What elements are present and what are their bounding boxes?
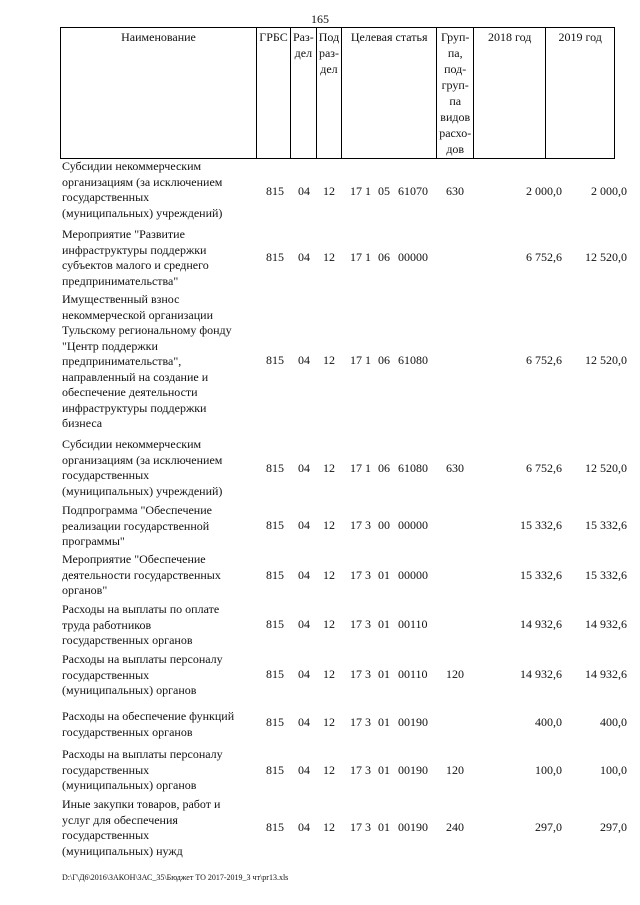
cell-2019: 15 332,6 bbox=[585, 518, 627, 532]
cell-subprogram: 3 bbox=[365, 617, 371, 631]
cell-program: 17 bbox=[350, 617, 362, 631]
cell-podrazdel: 12 bbox=[323, 568, 335, 582]
row-name: Расходы на обеспечение функций государственных органов bbox=[62, 709, 235, 739]
cell-program: 17 bbox=[350, 353, 362, 367]
cell-subprogram: 3 bbox=[365, 568, 371, 582]
header-2019: 2019 год bbox=[546, 28, 615, 159]
cell-direction: 00110 bbox=[398, 667, 428, 681]
cell-grbs: 815 bbox=[266, 617, 284, 631]
cell-2019: 2 000,0 bbox=[591, 184, 627, 198]
cell-podrazdel: 12 bbox=[323, 820, 335, 834]
header-2018: 2018 год bbox=[474, 28, 546, 159]
row-name: Расходы на выплаты персоналу государственных (муниципальных) органов bbox=[62, 747, 223, 792]
cell-main-event: 05 bbox=[378, 184, 390, 198]
page-number: 165 bbox=[311, 12, 329, 26]
cell-main-event: 01 bbox=[378, 667, 390, 681]
cell-grbs: 815 bbox=[266, 568, 284, 582]
cell-2018: 15 332,6 bbox=[520, 518, 562, 532]
cell-subprogram: 3 bbox=[365, 667, 371, 681]
row-name: Мероприятие "Развитие инфраструктуры поддержки субъектов малого и среднего предпринимательства" bbox=[62, 227, 209, 288]
cell-grbs: 815 bbox=[266, 715, 284, 729]
cell-podrazdel: 12 bbox=[323, 763, 335, 777]
cell-direction: 00000 bbox=[398, 250, 428, 264]
cell-razdel: 04 bbox=[298, 667, 310, 681]
cell-subprogram: 1 bbox=[365, 353, 371, 367]
cell-grbs: 815 bbox=[266, 461, 284, 475]
cell-program: 17 bbox=[350, 667, 362, 681]
cell-razdel: 04 bbox=[298, 820, 310, 834]
row-name: Субсидии некоммерческим организациям (за исключением государственных (муниципальных) учреждений) bbox=[62, 437, 223, 498]
cell-program: 17 bbox=[350, 763, 362, 777]
cell-subprogram: 1 bbox=[365, 461, 371, 475]
cell-2018: 297,0 bbox=[535, 820, 562, 834]
cell-2018: 15 332,6 bbox=[520, 568, 562, 582]
row-name: Субсидии некоммерческим организациям (за исключением государственных (муниципальных) учреждений) bbox=[62, 159, 223, 220]
cell-subprogram: 3 bbox=[365, 715, 371, 729]
cell-2019: 12 520,0 bbox=[585, 461, 627, 475]
cell-2019: 15 332,6 bbox=[585, 568, 627, 582]
row-name: Подпрограмма "Обеспечение реализации государственной программы" bbox=[62, 503, 212, 548]
cell-2018: 2 000,0 bbox=[526, 184, 562, 198]
row-name: Расходы на выплаты по оплате труда работников государственных органов bbox=[62, 602, 220, 647]
cell-podrazdel: 12 bbox=[323, 617, 335, 631]
row-name: Иные закупки товаров, работ и услуг для обеспечения государственных (муниципальных) нужд bbox=[62, 797, 221, 858]
cell-main-event: 06 bbox=[378, 461, 390, 475]
cell-group: 630 bbox=[446, 461, 464, 475]
cell-podrazdel: 12 bbox=[323, 461, 335, 475]
cell-razdel: 04 bbox=[298, 568, 310, 582]
cell-razdel: 04 bbox=[298, 763, 310, 777]
cell-razdel: 04 bbox=[298, 353, 310, 367]
cell-2018: 6 752,6 bbox=[526, 353, 562, 367]
cell-grbs: 815 bbox=[266, 250, 284, 264]
cell-program: 17 bbox=[350, 184, 362, 198]
cell-program: 17 bbox=[350, 715, 362, 729]
cell-razdel: 04 bbox=[298, 617, 310, 631]
header-podrazdel: Под раз- дел bbox=[316, 28, 341, 159]
header-name: Наименование bbox=[61, 28, 257, 159]
cell-program: 17 bbox=[350, 250, 362, 264]
header-group: Груп- па, под- груп- па видов расхо- дов bbox=[437, 28, 474, 159]
cell-program: 17 bbox=[350, 461, 362, 475]
cell-podrazdel: 12 bbox=[323, 667, 335, 681]
cell-podrazdel: 12 bbox=[323, 250, 335, 264]
cell-subprogram: 3 bbox=[365, 763, 371, 777]
cell-2019: 14 932,6 bbox=[585, 617, 627, 631]
cell-razdel: 04 bbox=[298, 184, 310, 198]
cell-2018: 400,0 bbox=[535, 715, 562, 729]
cell-2018: 6 752,6 bbox=[526, 461, 562, 475]
cell-2018: 14 932,6 bbox=[520, 667, 562, 681]
cell-podrazdel: 12 bbox=[323, 184, 335, 198]
row-name: Имущественный взнос некоммерческой организации Тульскому региональному фонду "Центр поддержки предпринимательства", направленный на создание и обеспечение деятельности инфраструктуры поддержки бизнеса bbox=[62, 292, 232, 430]
cell-direction: 61080 bbox=[398, 353, 428, 367]
header-razdel: Раз- дел bbox=[291, 28, 317, 159]
cell-main-event: 06 bbox=[378, 250, 390, 264]
cell-2019: 12 520,0 bbox=[585, 353, 627, 367]
cell-2019: 12 520,0 bbox=[585, 250, 627, 264]
cell-razdel: 04 bbox=[298, 250, 310, 264]
cell-main-event: 01 bbox=[378, 568, 390, 582]
cell-program: 17 bbox=[350, 518, 362, 532]
cell-direction: 61070 bbox=[398, 184, 428, 198]
cell-podrazdel: 12 bbox=[323, 715, 335, 729]
cell-direction: 00000 bbox=[398, 568, 428, 582]
cell-2019: 400,0 bbox=[600, 715, 627, 729]
header-target: Целевая статья bbox=[342, 28, 437, 159]
cell-subprogram: 1 bbox=[365, 184, 371, 198]
file-path-footer: D:\Г\Д6\2016\ЗАКОН\ЗАС_35\Бюджет ТО 2017-2019_3 чт\pr13.xls bbox=[62, 873, 289, 882]
cell-2018: 6 752,6 bbox=[526, 250, 562, 264]
cell-subprogram: 3 bbox=[365, 820, 371, 834]
cell-razdel: 04 bbox=[298, 715, 310, 729]
cell-grbs: 815 bbox=[266, 667, 284, 681]
cell-2018: 14 932,6 bbox=[520, 617, 562, 631]
row-name: Мероприятие "Обеспечение деятельности государственных органов" bbox=[62, 552, 221, 597]
cell-grbs: 815 bbox=[266, 353, 284, 367]
cell-direction: 00190 bbox=[398, 763, 428, 777]
cell-grbs: 815 bbox=[266, 184, 284, 198]
cell-grbs: 815 bbox=[266, 518, 284, 532]
cell-razdel: 04 bbox=[298, 461, 310, 475]
cell-podrazdel: 12 bbox=[323, 518, 335, 532]
cell-direction: 00110 bbox=[398, 617, 428, 631]
cell-grbs: 815 bbox=[266, 763, 284, 777]
cell-main-event: 01 bbox=[378, 617, 390, 631]
cell-main-event: 06 bbox=[378, 353, 390, 367]
cell-razdel: 04 bbox=[298, 518, 310, 532]
cell-direction: 00190 bbox=[398, 820, 428, 834]
header-grbs: ГРБС bbox=[257, 28, 291, 159]
cell-grbs: 815 bbox=[266, 820, 284, 834]
cell-group: 240 bbox=[446, 820, 464, 834]
cell-group: 630 bbox=[446, 184, 464, 198]
cell-main-event: 00 bbox=[378, 518, 390, 532]
cell-main-event: 01 bbox=[378, 715, 390, 729]
row-name: Расходы на выплаты персоналу государственных (муниципальных) органов bbox=[62, 652, 223, 697]
cell-group: 120 bbox=[446, 667, 464, 681]
cell-program: 17 bbox=[350, 568, 362, 582]
cell-direction: 00190 bbox=[398, 715, 428, 729]
cell-program: 17 bbox=[350, 820, 362, 834]
cell-2018: 100,0 bbox=[535, 763, 562, 777]
cell-2019: 297,0 bbox=[600, 820, 627, 834]
cell-2019: 100,0 bbox=[600, 763, 627, 777]
cell-direction: 61080 bbox=[398, 461, 428, 475]
cell-subprogram: 3 bbox=[365, 518, 371, 532]
cell-main-event: 01 bbox=[378, 763, 390, 777]
table-header bbox=[60, 27, 615, 159]
cell-group: 120 bbox=[446, 763, 464, 777]
cell-main-event: 01 bbox=[378, 820, 390, 834]
cell-2019: 14 932,6 bbox=[585, 667, 627, 681]
cell-subprogram: 1 bbox=[365, 250, 371, 264]
cell-direction: 00000 bbox=[398, 518, 428, 532]
cell-podrazdel: 12 bbox=[323, 353, 335, 367]
